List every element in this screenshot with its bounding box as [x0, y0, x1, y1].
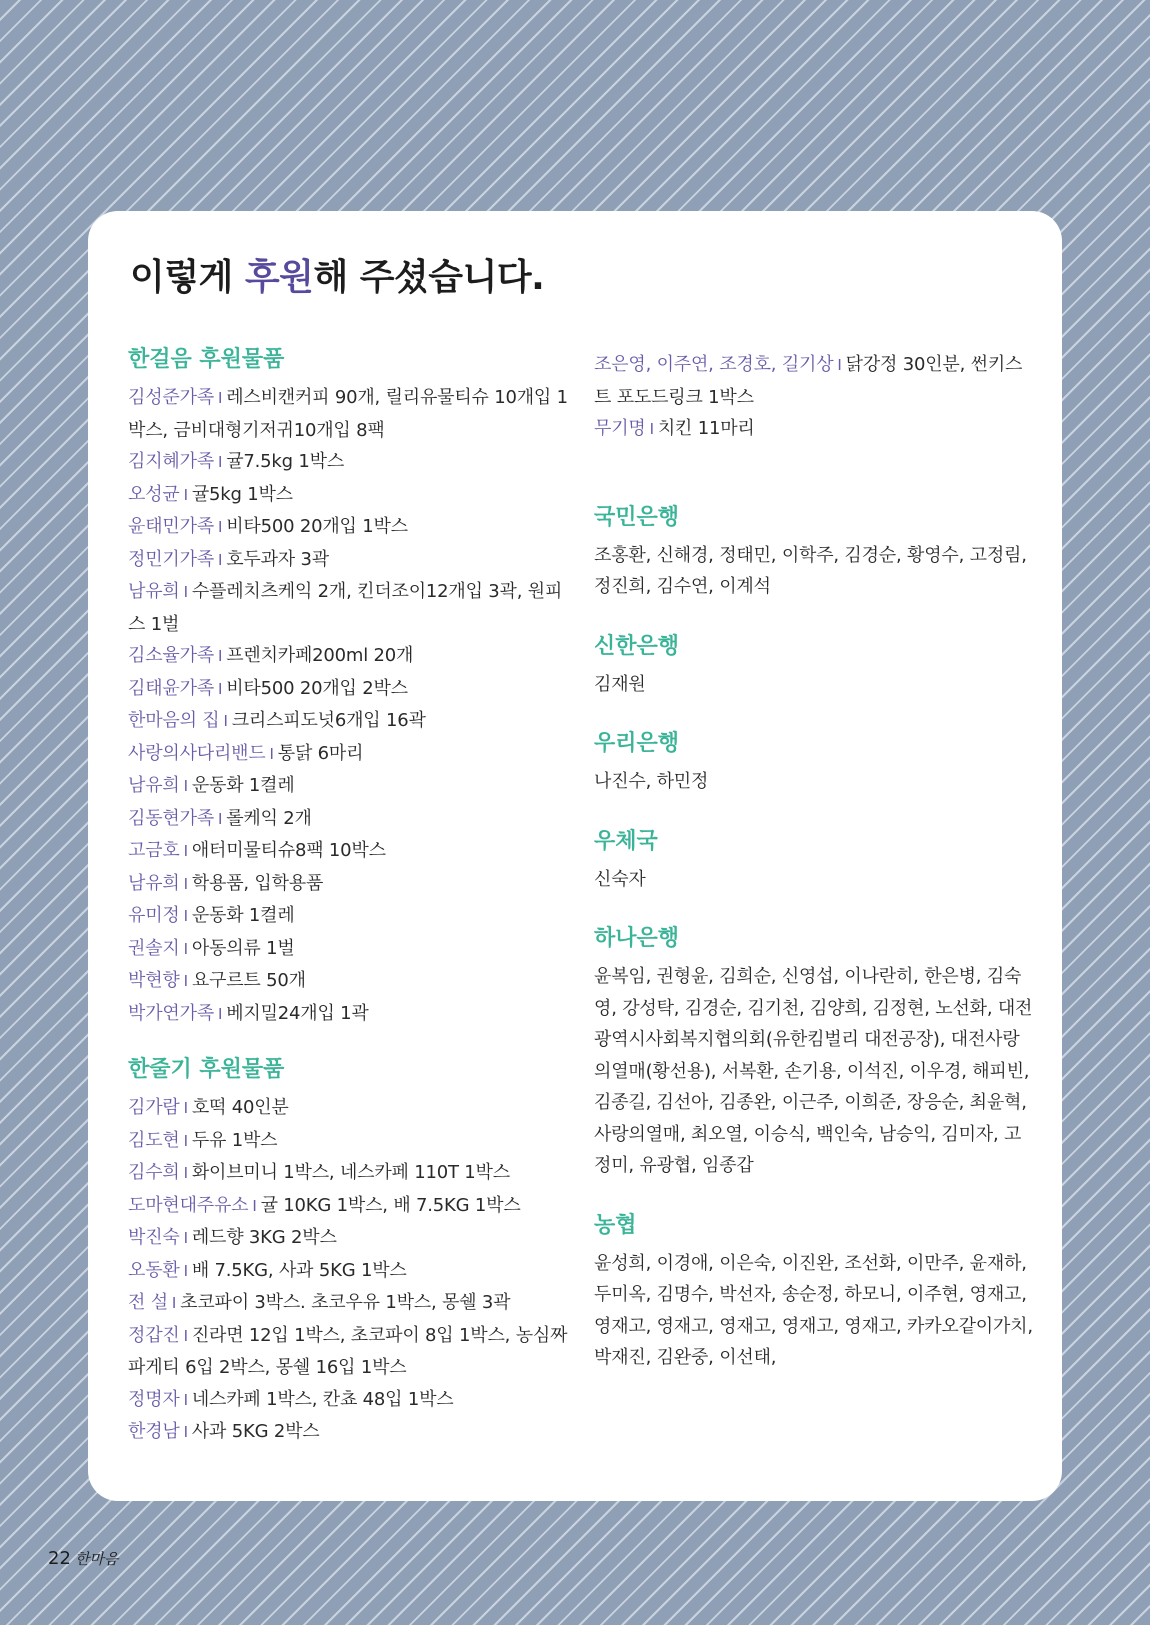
separator-bar: I: [183, 583, 188, 601]
donor-name: 무기명: [594, 418, 646, 439]
donor-name: 도마현대주유소: [128, 1194, 249, 1216]
donation-items: 레드향 3KG 2박스: [191, 1227, 337, 1248]
donation-items: 학용품, 입학용품: [191, 872, 324, 894]
donation-items: 운동화 1켤레: [191, 775, 295, 796]
section-gap: [594, 895, 1034, 923]
donation-items: 두유 1박스: [191, 1129, 278, 1151]
bank-sections: [594, 446, 1034, 1374]
donor-name: 전 설: [128, 1292, 168, 1313]
donor-names: 나진수, 하민정: [594, 771, 709, 792]
separator-bar: I: [217, 647, 223, 665]
donor-names: 윤성희, 이경애, 이은숙, 이진완, 조선화, 이만주, 윤재하, 두미옥, 김명수, 박선자, 송순정, 하모니, 이주현, 영재고, 영재고, 영재고, 영재고, 영재고, 영재고, 카카오같이가치, 박재진, 김완중, 이선태,: [594, 1252, 1033, 1368]
section-gap: [594, 700, 1034, 728]
section-gap: [594, 603, 1034, 631]
separator-bar: I: [252, 1196, 257, 1215]
donor-entry: [128, 933, 568, 966]
separator-bar: I: [837, 356, 842, 374]
donation-items: 화이브미니 1박스, 네스카페 110T 1박스: [191, 1162, 510, 1183]
title-text-end: 해 주셨습니다.: [313, 257, 545, 298]
separator-bar: I: [217, 809, 223, 828]
donation-items: 치킨 11마리: [657, 418, 755, 439]
donor-name: 박현향: [128, 970, 180, 991]
bank-title: 우체국: [594, 828, 658, 854]
donor-entry: [594, 349, 1034, 413]
donation-items: 요구르트 50개: [191, 970, 306, 991]
donor-name: 사랑의사다리밴드: [128, 742, 266, 764]
title-accent: 후원: [244, 257, 314, 298]
donor-name: 고금호: [128, 840, 180, 861]
donor-entry: [128, 1092, 568, 1125]
donor-entry: [594, 413, 1034, 446]
donor-entry: [128, 770, 568, 803]
separator-bar: I: [217, 389, 223, 407]
section-title: 한걸음 후원물품: [128, 347, 285, 372]
donor-entry: [128, 900, 568, 933]
donor-name: 조은영, 이주연, 조경호, 길기상: [594, 354, 834, 375]
separator-bar: I: [217, 453, 223, 471]
donor-entry: [128, 446, 568, 479]
section-gap: [594, 798, 1034, 826]
donation-items: 롤케익 2개: [226, 807, 312, 829]
donation-items: 진라면 12입 1박스, 초코파이 8입 1박스, 농심짜파게티 6입 2박스, 몽쉘 16입 1박스: [128, 1324, 568, 1378]
donor-entry: [128, 1287, 568, 1320]
donor-entry: [128, 1416, 568, 1449]
donor-entry: [128, 1222, 568, 1255]
donor-name: 남유희: [128, 775, 180, 796]
donor-name: 윤태민가족: [128, 516, 214, 537]
donation-items: 호두과자 3곽: [226, 548, 329, 570]
donor-names: 신숙자: [594, 868, 646, 890]
donor-entry: [128, 803, 568, 836]
separator-bar: I: [183, 1326, 188, 1345]
donor-name: 남유희: [128, 581, 180, 602]
donor-name: 김수희: [128, 1162, 180, 1183]
donor-entry: [128, 544, 568, 577]
donation-items: 크리스피도넛6개입 16곽: [231, 710, 426, 731]
page-number: 22: [48, 1548, 71, 1569]
donation-items: 통닭 6마리: [277, 742, 364, 764]
donor-name: 김도현: [128, 1129, 180, 1151]
donor-entry: [128, 1157, 568, 1190]
donation-items: 귤 10KG 1박스, 배 7.5KG 1박스: [260, 1194, 521, 1216]
donor-entry: [128, 382, 568, 446]
bank-title: 우리은행: [594, 731, 680, 756]
donation-items: 초코파이 3박스. 초코우유 1박스, 몽쉘 3곽: [180, 1292, 511, 1313]
donor-name: 유미정: [128, 905, 180, 926]
separator-bar: I: [183, 1131, 188, 1150]
separator-bar: I: [183, 1390, 188, 1409]
separator-bar: I: [217, 1004, 223, 1023]
donor-name: 권솔지: [128, 937, 180, 959]
donation-items: 닭강정 30인분, 썬키스트 포도드링크 1박스: [594, 354, 1023, 408]
separator-bar: I: [183, 874, 188, 893]
section-title: 한줄기 후원물품: [128, 1057, 285, 1082]
separator-bar: I: [223, 712, 228, 730]
separator-bar: I: [183, 939, 188, 958]
donation-items: 귤7.5kg 1박스: [226, 451, 345, 472]
donation-items: 귤5kg 1박스: [191, 483, 293, 505]
donor-entry: [128, 1190, 568, 1223]
separator-bar: I: [171, 1294, 177, 1312]
donation-items: 애터미물티슈8팩 10박스: [191, 840, 386, 861]
donor-name: 박가연가족: [128, 1002, 214, 1024]
bank-title: 신한은행: [594, 633, 680, 659]
donor-entry: [128, 965, 568, 998]
donor-name: 한마음의 집: [128, 710, 220, 731]
left-column: [128, 344, 568, 1449]
bank-title: 농협: [594, 1212, 637, 1238]
donor-name: 정갑진: [128, 1324, 180, 1346]
donation-items: 베지밀24개입 1곽: [226, 1002, 369, 1024]
donor-entry: [128, 1384, 568, 1417]
donor-name: 오동환: [128, 1259, 180, 1281]
separator-bar: I: [217, 550, 223, 569]
donor-name: 박진숙: [128, 1227, 180, 1248]
bank-title: 하나은행: [594, 926, 680, 951]
donor-name: 김지혜가족: [128, 451, 214, 472]
section-gap: [128, 1030, 568, 1054]
donor-entry: [128, 511, 568, 544]
donor-entry: [128, 1320, 568, 1384]
donor-name: 정민기가족: [128, 548, 214, 570]
donor-entry: [128, 640, 568, 673]
donation-items: 수플레치츠케익 2개, 킨더조이12개입 3곽, 원피스 1벌: [128, 581, 563, 635]
right-column: [594, 349, 1034, 1374]
separator-bar: I: [183, 777, 188, 795]
separator-bar: I: [183, 1099, 188, 1117]
separator-bar: I: [183, 485, 188, 504]
separator-bar: I: [183, 1423, 188, 1441]
donor-entry: [128, 576, 568, 640]
donor-entry: [128, 738, 568, 771]
donor-entry: [128, 705, 568, 738]
separator-bar: I: [183, 1261, 188, 1280]
donor-name: 김성준가족: [128, 387, 214, 408]
magazine-logo: 한마음: [74, 1550, 119, 1568]
donor-name: 김동현가족: [128, 807, 214, 829]
donor-names: 김재원: [594, 673, 646, 695]
donor-name: 한경남: [128, 1421, 180, 1442]
separator-bar: I: [649, 420, 654, 438]
donor-entry: [128, 1255, 568, 1288]
donation-items: 호떡 40인분: [191, 1097, 289, 1118]
separator-bar: I: [269, 744, 274, 763]
separator-bar: I: [183, 1229, 188, 1247]
donation-items: 레스비캔커피 90개, 릴리유물티슈 10개입 1박스, 금비대형기저귀10개입 8팩: [128, 387, 568, 441]
donation-items: 비타500 20개입 1박스: [226, 516, 408, 537]
donor-entry: [128, 1125, 568, 1158]
donor-entry: [128, 868, 568, 901]
donor-names: 윤복임, 권형윤, 김희순, 신영섭, 이나란히, 한은병, 김숙영, 강성탁, 김경순, 김기천, 김양희, 김정현, 노선화, 대전광역시사회복지협의회(유한킴벌리 대전공장), 대전사랑의열매(황선용), 서복환, 손기용, 이석진, 이우경, 해피빈, 김종길, 김선아, 김종완, 이근주, 이희준, 장응순, 최윤혁, 사랑의열매, 최오열, 이승식, 백인숙, 남승익, 김미자, 고정미, 유광협, 임종갑: [594, 966, 1033, 1176]
donor-name: 김소율가족: [128, 645, 214, 666]
donation-items: 아동의류 1벌: [191, 937, 295, 959]
donor-entry: [128, 479, 568, 512]
donation-items: 사과 5KG 2박스: [191, 1421, 320, 1442]
donor-entry: [128, 673, 568, 706]
section-gap: [594, 474, 1034, 502]
donor-entry: [128, 835, 568, 868]
bank-title: 국민은행: [594, 504, 680, 530]
separator-bar: I: [217, 518, 223, 536]
donor-name: 남유희: [128, 872, 180, 894]
donor-name: 정명자: [128, 1388, 180, 1410]
separator-bar: I: [183, 907, 188, 925]
separator-bar: I: [183, 842, 188, 860]
separator-bar: I: [183, 1164, 188, 1182]
separator-bar: I: [217, 679, 223, 698]
donor-card: [88, 211, 1062, 1501]
page-footer: [48, 1548, 118, 1569]
donation-items: 네스카페 1박스, 칸쵸 48입 1박스: [191, 1388, 454, 1410]
donor-names: 조홍환, 신해경, 정태민, 이학주, 김경순, 황영수, 고정림, 정진희, 김수연, 이계석: [594, 544, 1027, 597]
right-top-entries: [594, 349, 1034, 446]
donation-items: 비타500 20개입 2박스: [226, 677, 408, 699]
title-text: 이렇게: [130, 257, 245, 298]
donor-entry: [128, 998, 568, 1031]
donor-name: 김태윤가족: [128, 677, 214, 699]
page-title: [130, 249, 544, 300]
donation-items: 운동화 1켤레: [191, 905, 295, 926]
donor-name: 김가람: [128, 1097, 180, 1118]
section-gap: [594, 446, 1034, 474]
section-gap: [594, 1182, 1034, 1210]
donation-items: 배 7.5KG, 사과 5KG 1박스: [191, 1259, 407, 1281]
donation-items: 프렌치카페200ml 20개: [226, 645, 414, 666]
separator-bar: I: [183, 972, 188, 990]
donor-name: 오성균: [128, 483, 180, 505]
